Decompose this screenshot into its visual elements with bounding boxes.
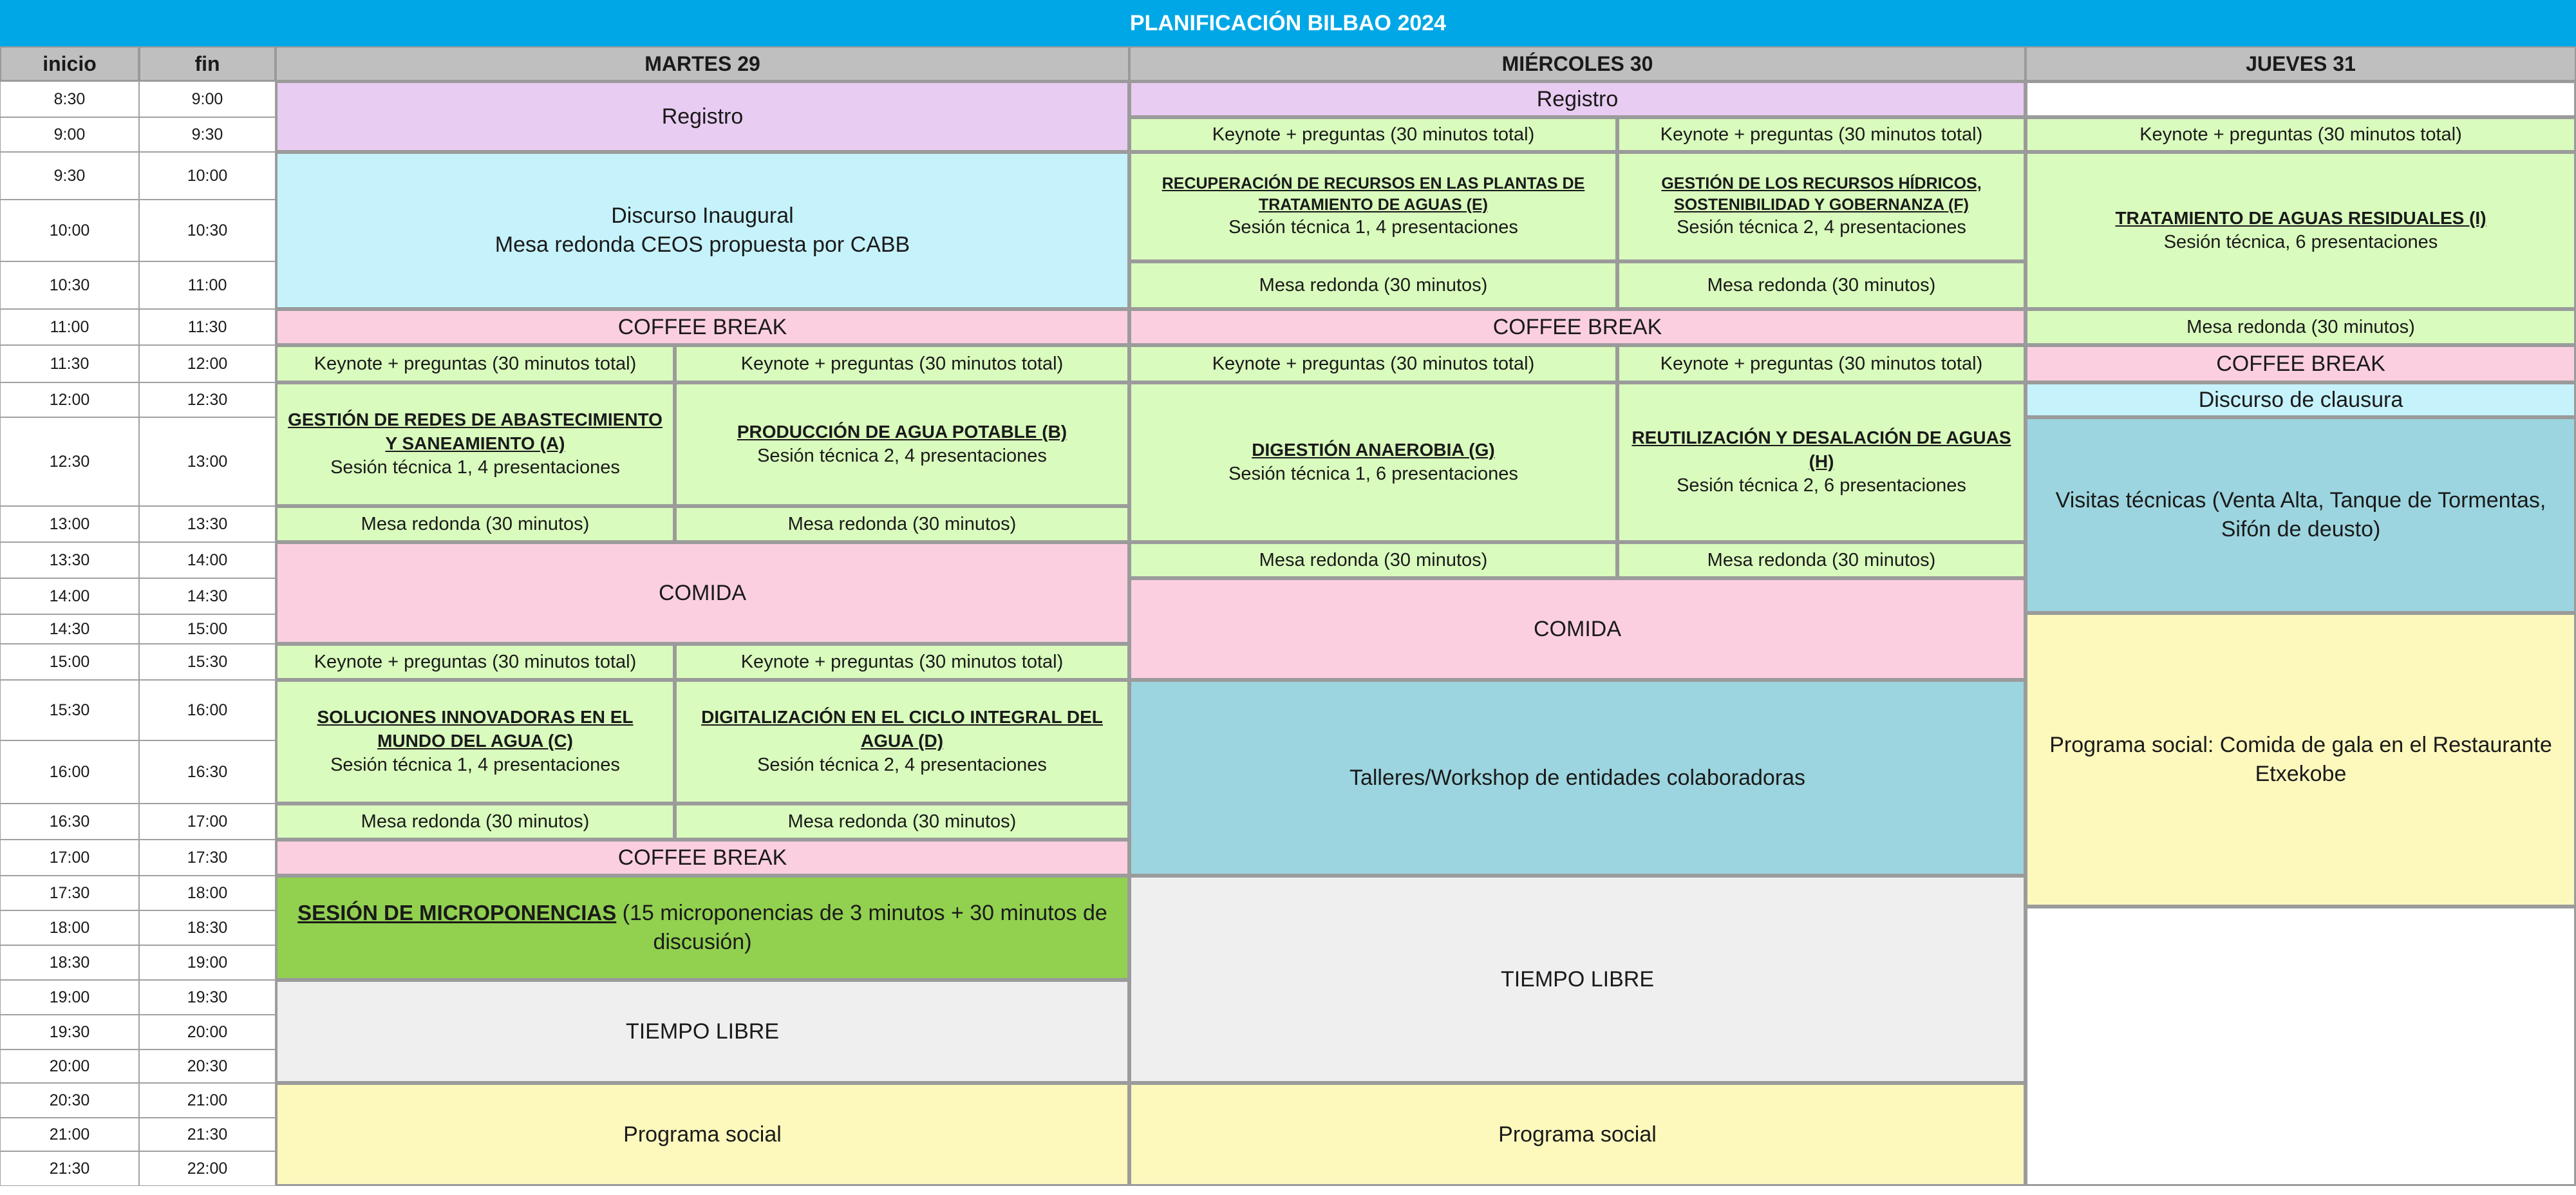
- time-inicio: 19:30: [0, 1015, 139, 1049]
- time-fin: 11:00: [139, 261, 276, 309]
- wed-session-f: GESTIÓN DE LOS RECURSOS HÍDRICOS, SOSTENIBILIDAD Y GOBERNANZA (F) Sesión técnica 2, 4 presentaciones: [1617, 152, 2026, 261]
- time-inicio: 12:30: [0, 417, 139, 506]
- time-fin: 12:30: [139, 382, 276, 417]
- time-inicio: 20:00: [0, 1049, 139, 1083]
- wed-session-h: REUTILIZACIÓN Y DESALACIÓN DE AGUAS (H) Sesión técnica 2, 6 presentaciones: [1617, 382, 2026, 542]
- time-fin: 21:00: [139, 1083, 276, 1118]
- time-fin: 20:00: [139, 1015, 276, 1049]
- thu-keynote: Keynote + preguntas (30 minutos total): [2026, 117, 2576, 152]
- tue-keynote-a: Keynote + preguntas (30 minutos total): [276, 345, 675, 382]
- time-fin: 17:00: [139, 804, 276, 840]
- tue-registro: Registro: [276, 81, 1129, 152]
- time-inicio: 9:30: [0, 152, 139, 200]
- time-fin: 21:30: [139, 1118, 276, 1151]
- thu-visitas: Visitas técnicas (Venta Alta, Tanque de Tormentas, Sifón de deusto): [2026, 417, 2576, 613]
- time-fin: 20:30: [139, 1049, 276, 1083]
- wed-session-e: RECUPERACIÓN DE RECURSOS EN LAS PLANTAS DE TRATAMIENTO DE AGUAS (E) Sesión técnica 1, 4 presentaciones: [1129, 152, 1617, 261]
- time-fin: 15:30: [139, 644, 276, 680]
- thu-mesa: Mesa redonda (30 minutos): [2026, 309, 2576, 345]
- time-inicio: 20:30: [0, 1083, 139, 1118]
- time-inicio: 10:30: [0, 261, 139, 309]
- header-martes: MARTES 29: [276, 46, 1129, 81]
- time-inicio: 16:00: [0, 740, 139, 804]
- time-inicio: 11:30: [0, 345, 139, 382]
- time-fin: 17:30: [139, 840, 276, 876]
- tue-comida: COMIDA: [276, 542, 1129, 644]
- wed-mesa-e: Mesa redonda (30 minutos): [1129, 261, 1617, 309]
- header-inicio: inicio: [0, 46, 139, 81]
- schedule-title: PLANIFICACIÓN BILBAO 2024: [0, 0, 2576, 46]
- time-inicio: 17:00: [0, 840, 139, 876]
- time-fin: 19:00: [139, 945, 276, 980]
- thu-clausura: Discurso de clausura: [2026, 382, 2576, 417]
- time-inicio: 15:00: [0, 644, 139, 680]
- tue-coffee-break-2: COFFEE BREAK: [276, 840, 1129, 876]
- tue-keynote-d: Keynote + preguntas (30 minutos total): [675, 644, 1129, 680]
- time-fin: 10:00: [139, 152, 276, 200]
- tue-mesa-a: Mesa redonda (30 minutos): [276, 506, 675, 542]
- time-inicio: 14:00: [0, 578, 139, 614]
- wed-keynote-g: Keynote + preguntas (30 minutos total): [1129, 345, 1617, 382]
- time-inicio: 18:30: [0, 945, 139, 980]
- wed-keynote-f: Keynote + preguntas (30 minutos total): [1617, 117, 2026, 152]
- time-fin: 12:00: [139, 345, 276, 382]
- time-inicio: 8:30: [0, 81, 139, 117]
- time-inicio: 18:00: [0, 910, 139, 945]
- tue-session-b: PRODUCCIÓN DE AGUA POTABLE (B) Sesión técnica 2, 4 presentaciones: [675, 382, 1129, 506]
- time-fin: 14:30: [139, 578, 276, 614]
- wed-mesa-g: Mesa redonda (30 minutos): [1129, 542, 1617, 578]
- wed-keynote-h: Keynote + preguntas (30 minutos total): [1617, 345, 2026, 382]
- header-miercoles: MIÉRCOLES 30: [1129, 46, 2026, 81]
- time-fin: 16:00: [139, 680, 276, 740]
- tue-programa-social: Programa social: [276, 1083, 1129, 1186]
- tue-session-d: DIGITALIZACIÓN EN EL CICLO INTEGRAL DEL AGUA (D) Sesión técnica 2, 4 presentaciones: [675, 680, 1129, 804]
- time-inicio: 19:00: [0, 980, 139, 1015]
- time-fin: 10:30: [139, 200, 276, 261]
- tue-inaugural: Discurso Inaugural Mesa redonda CEOS propuesta por CABB: [276, 152, 1129, 309]
- time-inicio: 13:30: [0, 542, 139, 578]
- time-fin: 11:30: [139, 309, 276, 345]
- wed-keynote-e: Keynote + preguntas (30 minutos total): [1129, 117, 1617, 152]
- wed-coffee-break: COFFEE BREAK: [1129, 309, 2026, 345]
- time-fin: 18:30: [139, 910, 276, 945]
- wed-programa-social: Programa social: [1129, 1083, 2026, 1186]
- wed-tiempo-libre: TIEMPO LIBRE: [1129, 876, 2026, 1083]
- time-inicio: 11:00: [0, 309, 139, 345]
- tue-microponencias: SESIÓN DE MICROPONENCIAS (15 microponencias de 3 minutos + 30 minutos de discusión): [276, 876, 1129, 980]
- thu-empty-evening: [2026, 907, 2576, 1186]
- time-inicio: 13:00: [0, 506, 139, 542]
- header-fin: fin: [139, 46, 276, 81]
- tue-keynote-b: Keynote + preguntas (30 minutos total): [675, 345, 1129, 382]
- wed-registro: Registro: [1129, 81, 2026, 117]
- thu-empty-slot: [2026, 81, 2576, 117]
- tue-coffee-break: COFFEE BREAK: [276, 309, 1129, 345]
- time-inicio: 15:30: [0, 680, 139, 740]
- wed-mesa-h: Mesa redonda (30 minutos): [1617, 542, 2026, 578]
- tue-mesa-c: Mesa redonda (30 minutos): [276, 804, 675, 840]
- header-jueves: JUEVES 31: [2026, 46, 2576, 81]
- tue-tiempo-libre: TIEMPO LIBRE: [276, 980, 1129, 1083]
- time-inicio: 14:30: [0, 614, 139, 644]
- time-fin: 15:00: [139, 614, 276, 644]
- time-inicio: 17:30: [0, 876, 139, 910]
- time-inicio: 21:30: [0, 1151, 139, 1186]
- tue-mesa-d: Mesa redonda (30 minutos): [675, 804, 1129, 840]
- tue-session-c: SOLUCIONES INNOVADORAS EN EL MUNDO DEL AGUA (C) Sesión técnica 1, 4 presentaciones: [276, 680, 675, 804]
- time-fin: 22:00: [139, 1151, 276, 1186]
- time-inicio: 12:00: [0, 382, 139, 417]
- tue-mesa-b: Mesa redonda (30 minutos): [675, 506, 1129, 542]
- time-fin: 18:00: [139, 876, 276, 910]
- time-fin: 9:30: [139, 117, 276, 152]
- wed-talleres: Talleres/Workshop de entidades colaboradoras: [1129, 680, 2026, 876]
- thu-gala: Programa social: Comida de gala en el Restaurante Etxekobe: [2026, 613, 2576, 907]
- time-inicio: 9:00: [0, 117, 139, 152]
- time-inicio: 16:30: [0, 804, 139, 840]
- time-fin: 19:30: [139, 980, 276, 1015]
- wed-mesa-f: Mesa redonda (30 minutos): [1617, 261, 2026, 309]
- time-inicio: 10:00: [0, 200, 139, 261]
- time-fin: 9:00: [139, 81, 276, 117]
- time-fin: 16:30: [139, 740, 276, 804]
- wed-session-g: DIGESTIÓN ANAEROBIA (G) Sesión técnica 1, 6 presentaciones: [1129, 382, 1617, 542]
- thu-coffee-break: COFFEE BREAK: [2026, 345, 2576, 382]
- time-inicio: 21:00: [0, 1118, 139, 1151]
- time-fin: 14:00: [139, 542, 276, 578]
- tue-session-a: GESTIÓN DE REDES DE ABASTECIMIENTO Y SANEAMIENTO (A) Sesión técnica 1, 4 presentaciones: [276, 382, 675, 506]
- wed-comida: COMIDA: [1129, 578, 2026, 680]
- tue-keynote-c: Keynote + preguntas (30 minutos total): [276, 644, 675, 680]
- thu-session-i: TRATAMIENTO DE AGUAS RESIDUALES (I) Sesión técnica, 6 presentaciones: [2026, 152, 2576, 309]
- time-fin: 13:00: [139, 417, 276, 506]
- time-fin: 13:30: [139, 506, 276, 542]
